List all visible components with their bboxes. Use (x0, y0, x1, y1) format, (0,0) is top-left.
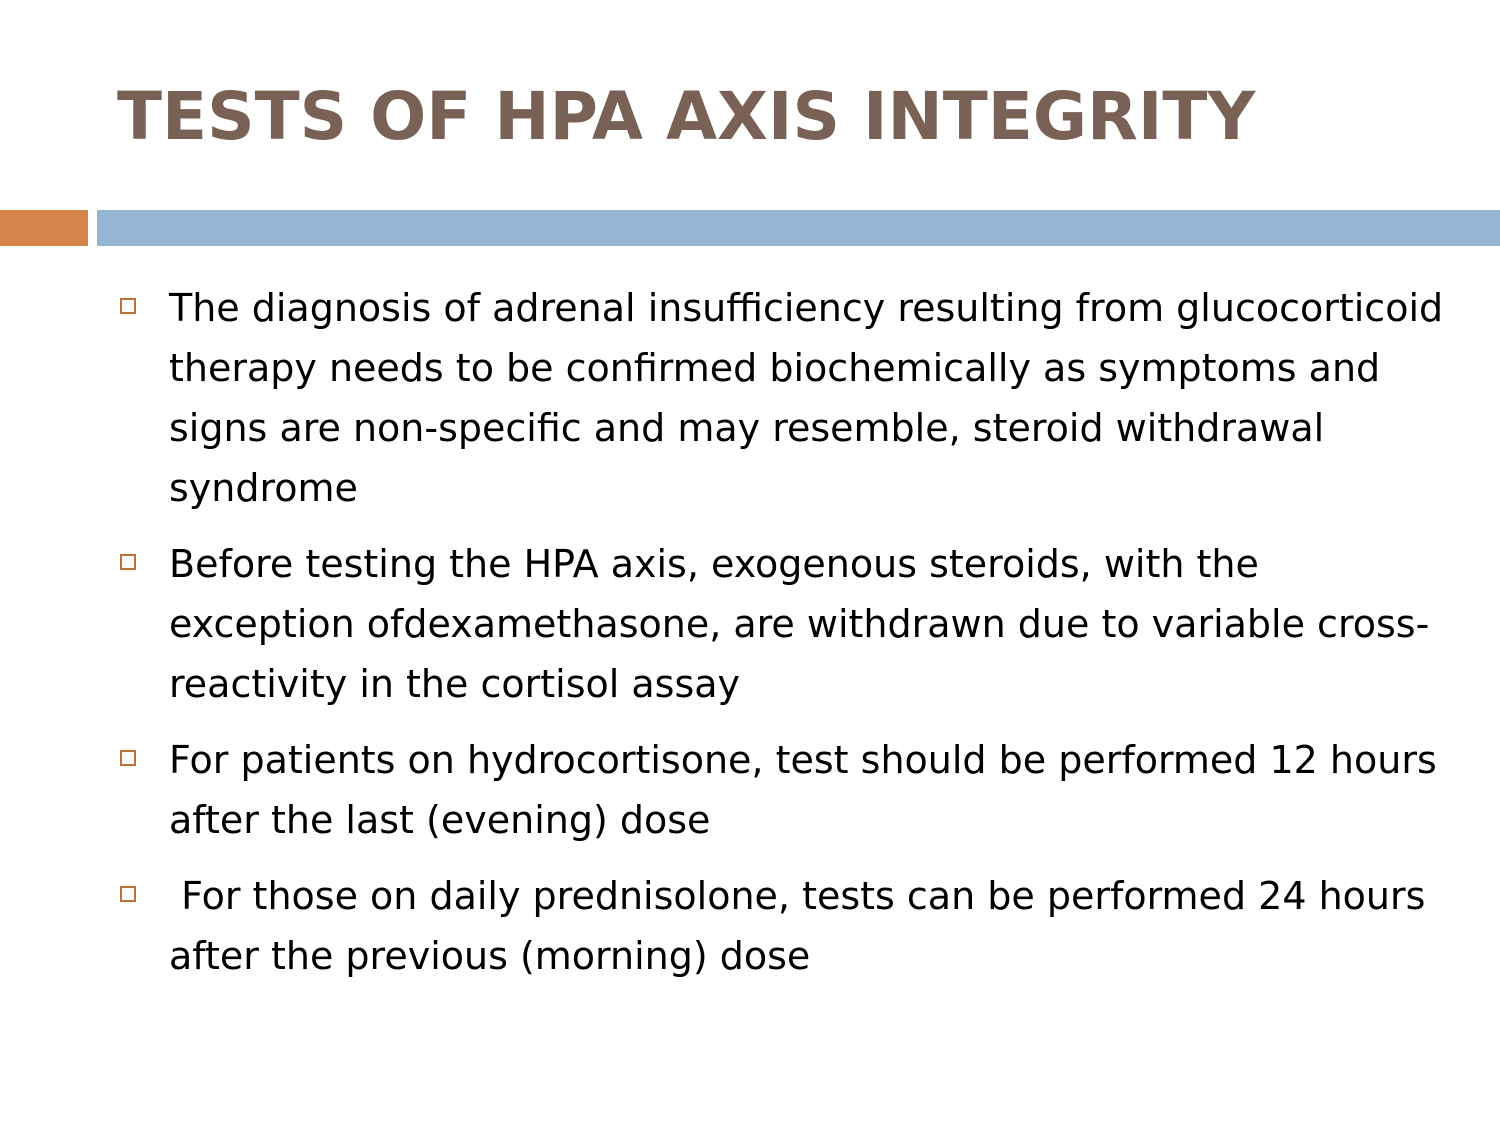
hollow-square-bullet-icon (120, 554, 136, 570)
bullet-text: For those on daily prednisolone, tests can be performed 24 hours after the previous (morning) dose (169, 874, 1438, 978)
hollow-square-bullet-icon (120, 750, 136, 766)
hollow-square-bullet-icon (120, 298, 136, 314)
bullet-list (118, 278, 1456, 1002)
slide-title: TESTS OF HPA AXIS INTEGRITY (117, 78, 1256, 155)
list-item (118, 866, 1448, 986)
accent-bar-blue (97, 210, 1500, 246)
accent-bar-orange (0, 210, 88, 246)
bullet-text: For patients on hydrocortisone, test should be performed 12 hours after the last (evening) dose (169, 738, 1449, 842)
list-item (118, 730, 1448, 850)
bullet-text: Before testing the HPA axis, exogenous steroids, with the exception ofdexamethasone, are withdrawn due to variable cross-reactivity in the cortisol assay (169, 542, 1430, 706)
list-item (118, 534, 1448, 714)
hollow-square-bullet-icon (120, 886, 136, 902)
list-item (118, 278, 1456, 518)
bullet-text: The diagnosis of adrenal insufficiency resulting from glucocorticoid therapy needs to be confirmed biochemically as symptoms and signs are non-specific and may resemble, steroid withdrawal syndrome (169, 286, 1456, 510)
